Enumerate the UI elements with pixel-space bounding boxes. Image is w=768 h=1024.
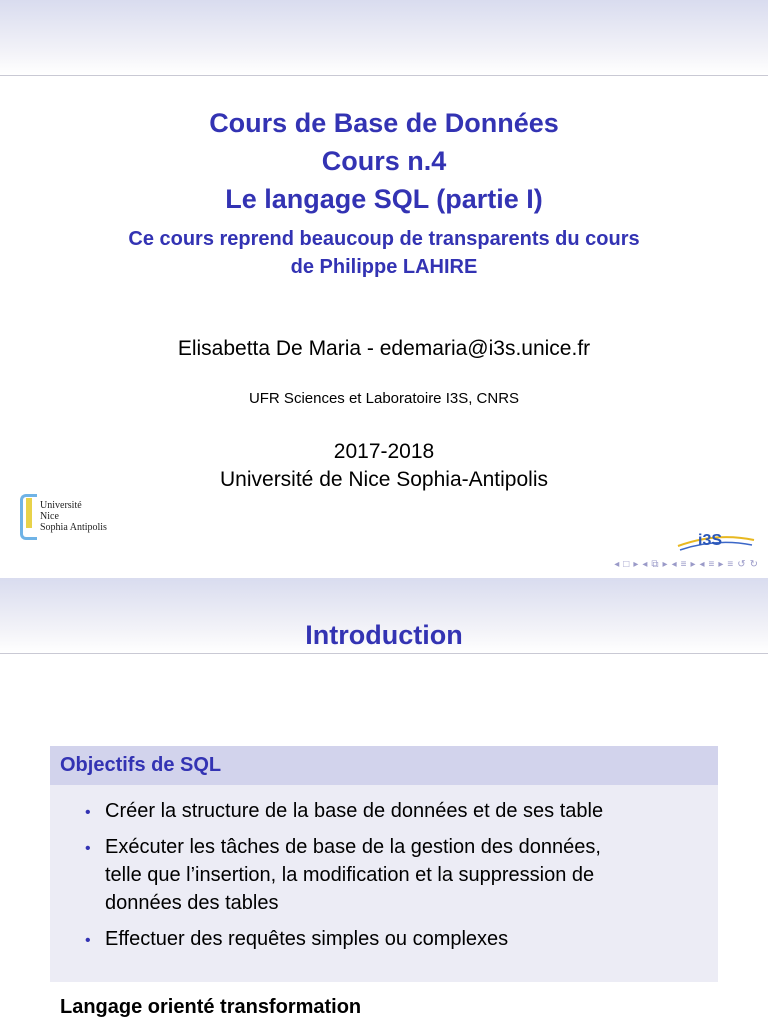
section-heading: Langage orienté transformation — [60, 996, 362, 1018]
nav-symbol-7[interactable]: ≡ — [680, 559, 687, 570]
nav-symbol-13[interactable]: ↺ — [737, 559, 746, 570]
bullet-marker: • — [85, 840, 91, 857]
nav-symbol-2[interactable]: ▸ — [633, 559, 639, 570]
nav-symbol-0[interactable]: ◂ — [614, 559, 620, 570]
logo-text-3: Sophia Antipolis — [40, 522, 107, 533]
bullet-3-line-1: Effectuer des requêtes simples ou complexes — [105, 928, 509, 950]
title-line-3: Le langage SQL (partie I) — [225, 184, 543, 214]
author: Elisabetta De Maria - edemaria@i3s.unice.fr — [177, 337, 591, 360]
nav-symbol-11[interactable]: ▸ — [718, 559, 724, 570]
nav-symbol-9[interactable]: ◂ — [699, 559, 705, 570]
university: Université de Nice Sophia-Antipolis — [220, 468, 548, 491]
university-logo — [20, 492, 107, 538]
objectives-block — [50, 746, 718, 982]
bullet-1-line-1: Créer la structure de la base de données et de ses table — [105, 800, 604, 822]
date: 2017-2018 — [333, 440, 435, 463]
logo-bar — [26, 498, 32, 528]
beamer-navigation-bar[interactable] — [614, 558, 758, 572]
title-line-2: Cours n.4 — [321, 146, 447, 176]
bullet-2-line-3: données des tables — [105, 892, 279, 914]
i3s-logo-text: i3S — [698, 532, 723, 549]
nav-symbol-10[interactable]: ≡ — [708, 559, 715, 570]
block-header — [50, 746, 718, 785]
subtitle-line-2: de Philippe LAHIRE — [290, 256, 478, 278]
bullet-marker: • — [85, 932, 91, 949]
title-line-1: Cours de Base de Données — [209, 108, 559, 138]
subtitle-line-1: Ce cours reprend beaucoup de transparents du cours — [128, 228, 640, 250]
nav-symbol-14[interactable]: ↻ — [749, 559, 758, 570]
nav-symbol-5[interactable]: ▸ — [662, 559, 668, 570]
nav-symbol-4[interactable]: ⧉ — [651, 559, 659, 570]
slide-header-band — [0, 0, 768, 76]
nav-symbol-1[interactable]: □ — [623, 559, 630, 570]
logo-text-2: Nice — [40, 511, 59, 522]
bullet-marker: • — [85, 804, 91, 821]
bullet-2-line-1: Exécuter les tâches de base de la gestion des données, — [105, 836, 601, 858]
bullet-2-line-2: telle que l’insertion, la modification et la suppression de — [105, 864, 595, 886]
block-title: Objectifs de SQL — [60, 754, 222, 776]
nav-symbol-3[interactable]: ◂ — [642, 559, 648, 570]
slide-title: Introduction — [305, 620, 463, 650]
institute: UFR Sciences et Laboratoire I3S, CNRS — [248, 390, 520, 407]
nav-symbol-8[interactable]: ▸ — [690, 559, 696, 570]
nav-symbol-12[interactable]: ≡ — [727, 559, 734, 570]
nav-symbol-6[interactable]: ◂ — [671, 559, 677, 570]
i3s-logo — [676, 528, 756, 554]
introduction-slide — [0, 578, 768, 1024]
logo-text-1: Université — [40, 500, 82, 511]
